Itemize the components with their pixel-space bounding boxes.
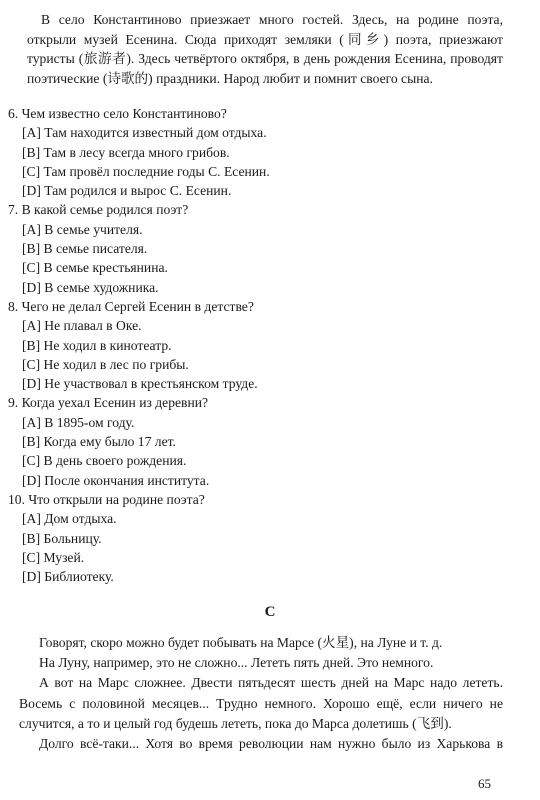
answer-option-b: [B] Больницу. xyxy=(22,530,102,546)
answer-option-a: [A] Там находится известный дом отдыха. xyxy=(22,125,267,141)
question-10 xyxy=(8,490,508,586)
question-6 xyxy=(8,104,508,200)
answer-option-d: [D] Там родился и вырос С. Есенин. xyxy=(22,183,232,199)
page-number: 65 xyxy=(478,776,491,791)
intro-passage xyxy=(27,10,503,88)
passage-paragraph: А вот на Марс сложнее. Двести пятьдесят шесть дней на Марс надо лететь. Восемь с половиной месяцев... Трудно немного. Хорошо ещё, если ничего не случится, а то и целый год будешь лететь, пока до Марса долетишь (飞到). xyxy=(19,675,503,731)
question-7 xyxy=(8,200,508,296)
answer-option-a: [A] В семье учителя. xyxy=(22,221,143,237)
answer-option-b: [B] Когда ему было 17 лет. xyxy=(22,434,176,450)
answer-option-a: [A] Не плавал в Оке. xyxy=(22,318,142,334)
answer-option-d: [D] После окончания института. xyxy=(22,472,210,488)
answer-option-d: [D] В семье художника. xyxy=(22,279,159,295)
answer-option-d: [D] Библиотеку. xyxy=(22,569,114,585)
question-text: 10. Что открыли на родине поэта? xyxy=(8,491,205,507)
answer-option-c: [C] В день своего рождения. xyxy=(22,453,187,469)
passage-paragraph: На Луну, например, это не сложно... Лететь пять дней. Это немного. xyxy=(39,655,434,671)
question-text: 7. В какой семье родился поэт? xyxy=(8,202,189,218)
section-c-passage xyxy=(19,633,503,754)
question-9 xyxy=(8,393,508,489)
question-text: 8. Чего не делал Сергей Есенин в детстве? xyxy=(8,298,254,314)
answer-option-b: [B] Там в лесу всегда много грибов. xyxy=(22,144,230,160)
passage-paragraph: Долго всё-таки... Хотя во время революции нам нужно было из Харькова в xyxy=(39,736,503,752)
answer-option-b: [B] В семье писателя. xyxy=(22,241,148,257)
question-list xyxy=(8,104,508,586)
question-text: 6. Чем известно село Константиново? xyxy=(8,106,227,121)
answer-option-a: [A] Дом отдыха. xyxy=(22,511,117,527)
answer-option-c: [C] Там провёл последние годы С. Есенин. xyxy=(22,163,270,179)
question-text: 9. Когда уехал Есенин из деревни? xyxy=(8,395,209,411)
intro-paragraph: В село Константиново приезжает много гостей. Здесь, на родине поэта, открыли музей Есенина. Сюда приходят земляки (同乡) поэта, приезжают туристы (旅游者). Здесь четвёртого октября, в день рождения Есенина, проводят поэтические (诗歌的) праздники. Народ любит и помнит своего сына. xyxy=(27,12,503,86)
section-heading: C xyxy=(264,604,276,620)
answer-option-c: [C] Не ходил в лес по грибы. xyxy=(22,356,189,372)
answer-option-d: [D] Не участвовал в крестьянском труде. xyxy=(22,376,258,392)
answer-option-c: [C] Музей. xyxy=(22,549,85,565)
passage-paragraph: Говорят, скоро можно будет побывать на Марсе (火星), на Луне и т. д. xyxy=(39,635,443,650)
answer-option-b: [B] Не ходил в кинотеатр. xyxy=(22,337,172,353)
answer-option-c: [C] В семье крестьянина. xyxy=(22,260,168,276)
question-8 xyxy=(8,297,508,393)
answer-option-a: [A] В 1895-ом году. xyxy=(22,414,135,430)
